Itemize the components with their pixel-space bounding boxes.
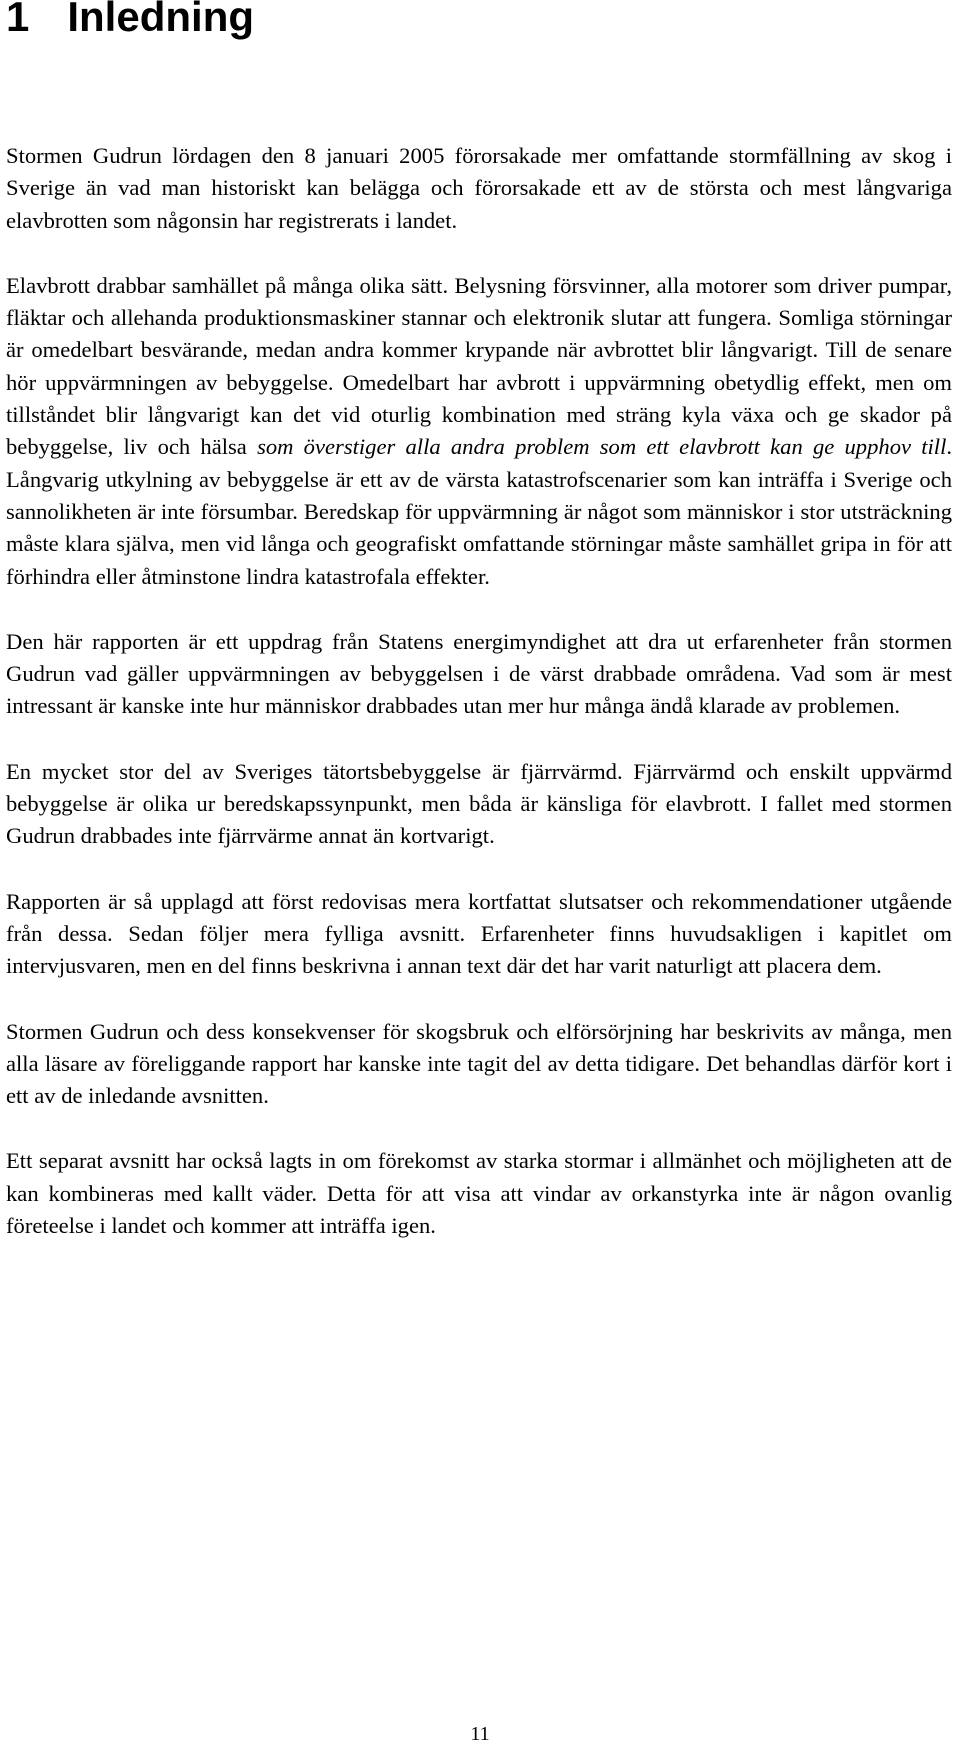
body-text (6, 140, 952, 1275)
paragraph-report-structure: Rapporten är så upplagd att först redovisas mera kortfattat slutsatser och rekommendationer utgående från dessa. Sedan följer mera fylliga avsnitt. Erfarenheter finns huvudsakligen i kapitlet om intervjusvaren, men en del finns beskrivna i annan text där det har varit naturligt att placera dem. (6, 888, 952, 979)
chapter-heading (6, 0, 254, 42)
paragraph-strong-storms: Ett separat avsnitt har också lagts in om förekomst av starka stormar i allmänhet och möjligheten att de kan kombineras med kallt väder. Detta för att visa att vindar av orkanstyrka inte är någon ovanlig företeelse i landet och kommer att inträffa igen. (6, 1148, 952, 1239)
page-number: 11 (470, 1723, 490, 1745)
paragraph-district-heating: En mycket stor del av Sveriges tätortsbebyggelse är fjärrvärmd. Fjärrvärmd och enskilt uppvärmd bebyggelse är olika ur beredskapssynpunkt, men båda är känsliga för elavbrott. I fallet med stormen Gudrun drabbades inte fjärrvärme annat än kortvarigt. (6, 758, 952, 849)
paragraph-power-outage (6, 270, 952, 593)
paragraph-assignment: Den här rapporten är ett uppdrag från Statens energimyndighet att dra ut erfarenheter från stormen Gudrun vad gäller uppvärmningen av bebyggelsen i de värst drabbade områdena. Vad som är mest intressant är kanske inte hur människor drabbades utan mer hur många ändå klarade av problemen. (6, 628, 952, 719)
paragraph-text: Elavbrott drabbar samhället på många olika sätt. Belysning försvinner, alla motorer som driver pumpar, fläktar och allehanda produktionsmaskiner stannar och elektronik slutar att fungera. Somliga störningar är omedelbart besvärande, medan andra kommer krypande när avbrottet blir långvarigt. Till de senare hör uppvärmningen av bebyggelse. Omedelbart har avbrott i uppvärmning obetydlig effekt, men om tillståndet blir långvarigt kan det vid oturlig kombination med sträng kyla växa och ge skador på bebyggelse, liv och hälsa (6, 272, 952, 460)
paragraph-text: . Långvarig utkylning av bebyggelse är ett av de värsta katastrofscenarier som kan inträffa i Sverige och sannolikheten är inte försumbar. Beredskap för uppvärmning är något som människor i stor utsträckning måste klara själva, men vid långa och geografiskt omfattande störningar måste samhället gripa in för att förhindra eller åtminstone lindra katastrofala effekter. (6, 434, 952, 589)
paragraph-intro: Stormen Gudrun lördagen den 8 januari 2005 förorsakade mer omfattande stormfällning av skog i Sverige än vad man historiskt kan belägga och förorsakade ett av de största och mest långvariga elavbrotten som någonsin har registrerats i landet. (6, 143, 952, 233)
paragraph-storm-consequences: Stormen Gudrun och dess konsekvenser för skogsbruk och elförsörjning har beskrivits av många, men alla läsare av föreliggande rapport har kanske inte tagit del av detta tidigare. Det behandlas därför kort i ett av de inledande avsnitten. (6, 1018, 952, 1109)
chapter-number: 1 (6, 0, 30, 40)
chapter-title: Inledning (67, 0, 255, 40)
emphasized-text: som överstiger alla andra problem som ett elavbrott kan ge upphov till (257, 434, 947, 460)
